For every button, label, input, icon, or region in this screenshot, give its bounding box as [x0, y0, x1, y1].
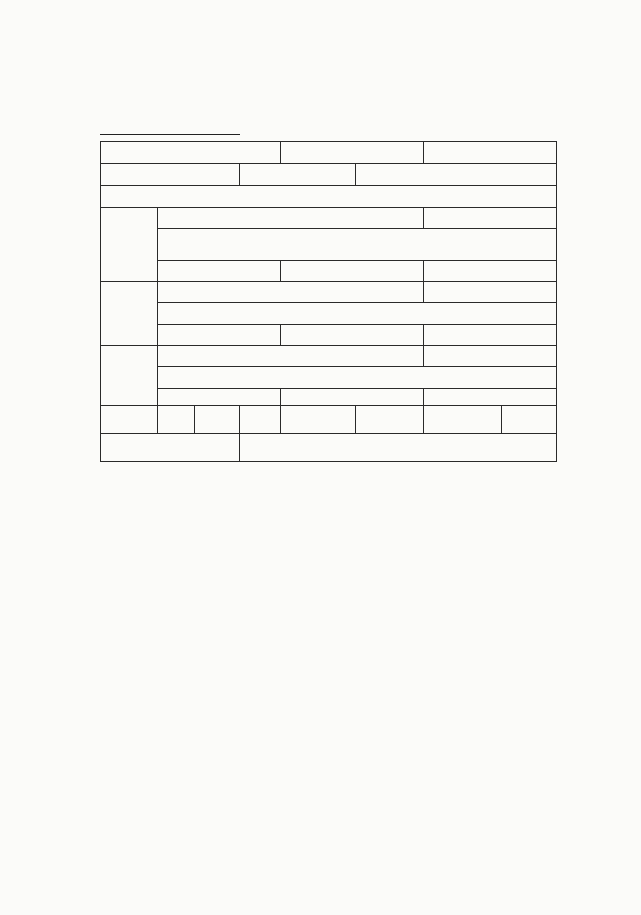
col-header-prrs-time	[356, 406, 424, 434]
prrs-density-cell[interactable]	[424, 325, 557, 346]
fmd-immunized-cell[interactable]	[281, 261, 424, 282]
fmd-type-cell	[158, 229, 557, 261]
prrs-type-option-2[interactable]	[162, 307, 163, 319]
prrs-section-label	[101, 282, 158, 346]
csf-maker-cell[interactable]	[158, 346, 424, 367]
record-row	[101, 186, 557, 208]
fmd-type-option-4[interactable]	[215, 246, 216, 258]
col-header-breed	[195, 406, 240, 434]
csf-count-row	[101, 389, 557, 406]
csf-type-cell	[158, 367, 557, 389]
page-title	[0, 86, 641, 105]
col-header-no	[158, 406, 195, 434]
signature-row	[101, 434, 557, 462]
fmd-type-option-2[interactable]	[180, 231, 181, 243]
farm-row-2	[101, 164, 557, 186]
col-header-sample-id	[502, 406, 557, 434]
prrs-maker-cell[interactable]	[158, 282, 424, 303]
farm-row-1	[101, 142, 557, 164]
unit-sign-cell[interactable]	[101, 434, 240, 462]
csf-immunized-cell[interactable]	[281, 389, 424, 406]
col-header-fmd-time	[281, 406, 356, 434]
fmd-type-option-5[interactable]	[234, 246, 235, 258]
county-blank[interactable]	[170, 120, 240, 135]
record-yes-option[interactable]	[110, 190, 111, 202]
prrs-count-row	[101, 325, 557, 346]
prrs-type-cell	[158, 303, 557, 325]
fmd-batch-cell[interactable]	[424, 208, 557, 229]
survey-table	[100, 141, 557, 462]
total-sample-cell[interactable]	[356, 164, 557, 186]
date-field[interactable]	[503, 120, 553, 134]
sampling-header-row	[101, 406, 557, 434]
sampling-section-label	[101, 406, 158, 434]
prrs-immunized-cell[interactable]	[281, 325, 424, 346]
fmd-type-row	[101, 229, 557, 261]
farm-name-cell[interactable]	[101, 142, 281, 164]
breed-cell[interactable]	[101, 164, 240, 186]
csf-maker-row	[101, 346, 557, 367]
csf-batch-cell[interactable]	[424, 346, 557, 367]
fmd-type-option-3[interactable]	[199, 231, 200, 243]
fmd-section-label	[101, 208, 158, 282]
province-blank[interactable]	[100, 120, 170, 135]
record-no-option[interactable]	[171, 190, 172, 202]
col-header-csf-time	[424, 406, 502, 434]
fmd-count-row	[101, 261, 557, 282]
region-line	[100, 120, 555, 140]
col-header-age	[240, 406, 281, 434]
record-cell	[101, 186, 557, 208]
fmd-density-cell[interactable]	[424, 261, 557, 282]
csf-due-cell[interactable]	[158, 389, 281, 406]
prrs-due-cell[interactable]	[158, 325, 281, 346]
csf-density-cell[interactable]	[424, 389, 557, 406]
fmd-maker-cell[interactable]	[158, 208, 424, 229]
contact-cell[interactable]	[281, 142, 424, 164]
phone-cell[interactable]	[424, 142, 557, 164]
fmd-type-option-1[interactable]	[161, 231, 162, 243]
csf-section-label	[101, 346, 158, 406]
stock-cell[interactable]	[240, 164, 356, 186]
csf-type-option-1[interactable]	[161, 371, 162, 383]
prrs-batch-cell[interactable]	[424, 282, 557, 303]
inspector-sign-cell[interactable]	[240, 434, 557, 462]
csf-type-option-2[interactable]	[240, 371, 241, 383]
fmd-maker-row	[101, 208, 557, 229]
prrs-type-row	[101, 303, 557, 325]
fmd-due-cell[interactable]	[158, 261, 281, 282]
prrs-maker-row	[101, 282, 557, 303]
csf-type-row	[101, 367, 557, 389]
